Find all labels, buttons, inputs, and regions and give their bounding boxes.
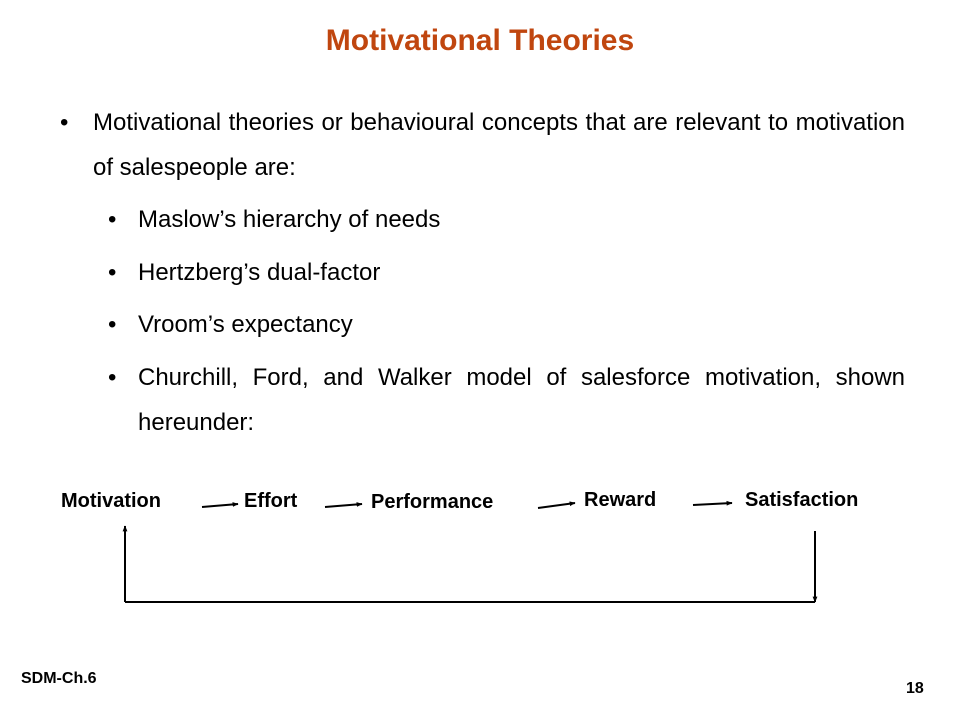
arrow-reward-satisfaction — [693, 503, 732, 505]
arrow-effort-performance — [325, 504, 362, 507]
bullet-dot: • — [108, 206, 117, 233]
sub-bullet-text: Churchill, Ford, and Walker model of salesforce motivation, shown hereunder: — [138, 364, 905, 436]
arrow-performance-reward — [538, 503, 575, 508]
flow-step-reward: Reward — [584, 489, 657, 511]
sub-bullet-text: Vroom’s expectancy — [138, 311, 353, 338]
bullet-dot: • — [108, 259, 117, 286]
flow-step-motivation: Motivation — [61, 490, 161, 512]
bullet-dot: • — [108, 364, 117, 391]
slide-title: Motivational Theories — [325, 24, 635, 57]
sub-bullet-maslow — [108, 197, 905, 242]
intro-text: Motivational theories or behavioural concepts that are relevant to motivation of salespeople are: — [93, 109, 905, 181]
page-number: 18 — [906, 680, 924, 697]
arrow-motivation-effort — [202, 504, 238, 507]
sub-bullet-churchill — [108, 355, 905, 445]
sub-bullet-hertzberg — [108, 250, 905, 295]
bullet-dot: • — [108, 311, 117, 338]
flow-step-performance: Performance — [371, 491, 494, 513]
footer-chapter: SDM-Ch.6 — [21, 670, 97, 687]
sub-bullet-text: Hertzberg’s dual-factor — [138, 259, 381, 286]
sub-bullet-text: Maslow’s hierarchy of needs — [138, 206, 441, 233]
flow-step-effort: Effort — [244, 490, 298, 512]
sub-bullet-vroom — [108, 302, 905, 347]
intro-bullet — [60, 100, 905, 190]
bullet-dot: • — [60, 109, 69, 136]
flow-step-satisfaction: Satisfaction — [745, 489, 859, 511]
